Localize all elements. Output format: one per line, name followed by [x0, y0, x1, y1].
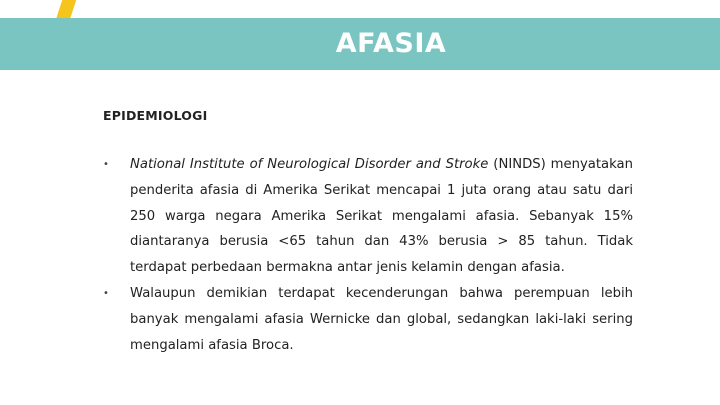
bullet-icon: •	[103, 287, 109, 299]
section-heading: EPIDEMIOLOGI	[103, 108, 208, 123]
slide-title: AFASIA	[335, 28, 447, 59]
bullet-text: Walaupun demikian terdapat kecenderungan bahwa perempuan lebih banyak mengalami afasia Wernicke dan global, sedangkan laki-laki sering mengalami afasia Broca.	[130, 285, 633, 353]
bullet-icon: •	[103, 159, 109, 170]
bullet-item-ninds	[103, 152, 633, 281]
bullet-italic-lead: National Institute of Neurological Disorder and Stroke	[130, 157, 489, 172]
bullet-list	[103, 152, 633, 358]
bullet-item-gender	[103, 281, 633, 358]
title-banner	[0, 18, 720, 70]
bullet-text: (NINDS) menyatakan penderita afasia di Amerika Serikat mencapai 1 juta orang atau satu dari 250 warga negara Amerika Serikat mengalami afasia. Sebanyak 15% diantaranya berusia <65 tahun dan 43% berusia > 85 tahun. Tidak terdapat perbedaan bermakna antar jenis kelamin dengan afasia.	[130, 157, 633, 276]
